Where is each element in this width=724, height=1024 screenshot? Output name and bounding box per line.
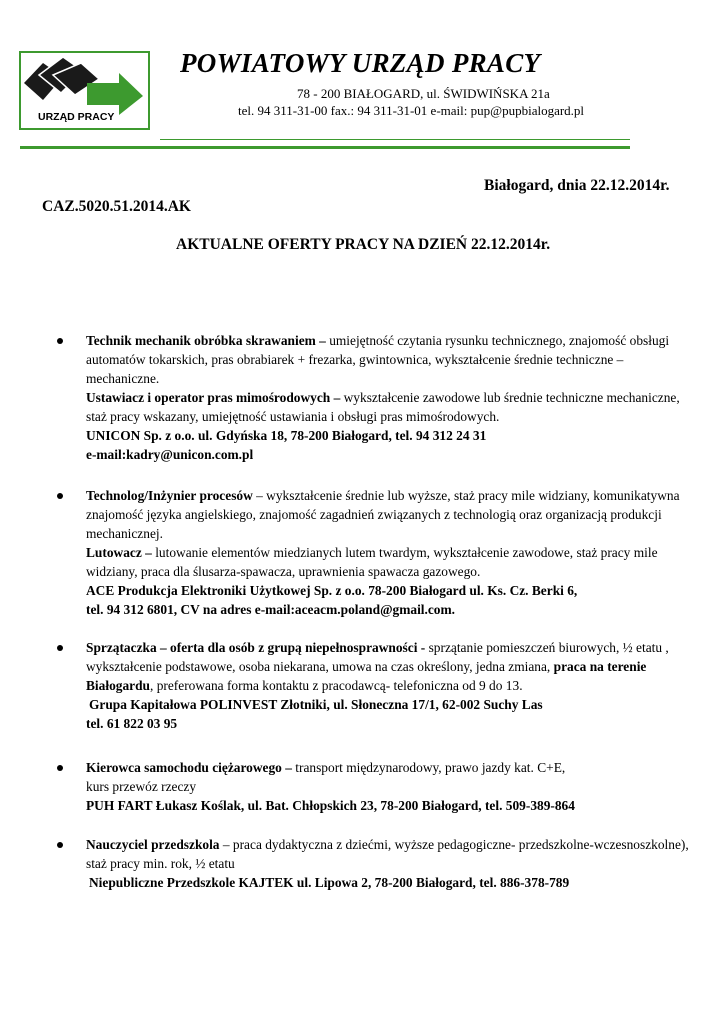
document-title: AKTUALNE OFERTY PRACY NA DZIEŃ 22.12.2014r. bbox=[176, 236, 551, 253]
header-rule-thin bbox=[160, 139, 630, 140]
header-rule-thick bbox=[20, 146, 630, 149]
date-line: Białogard, dnia 22.12.2014r. bbox=[484, 177, 670, 194]
offer-2-position-2 bbox=[86, 543, 691, 581]
position-title: Sprzątaczka – oferta dla osób z grupą niepełnosprawności - bbox=[86, 640, 426, 655]
position-requirements: transport międzynarodowy, prawo jazdy kat. C+E, bbox=[291, 760, 566, 775]
position-requirements: umiejętność czytania rysunku technicznego, znajomość obsługi automatów tokarskich, pras obrabiarek + frezarka, gwintownica, wykształcenie średnie techniczne – mechaniczne. bbox=[86, 333, 670, 386]
offer-1-employer: UNICON Sp. z o.o. ul. Gdyńska 18, 78-200 Białogard, tel. 94 312 24 31 bbox=[86, 428, 487, 443]
bullet-icon bbox=[57, 338, 63, 344]
bullet-icon bbox=[57, 645, 63, 651]
position-requirements: wykształcenie zawodowe lub średnie techniczne mechaniczne, staż pracy wskazany, umiejętność ustawiania i obsługi pras mimośrodowych. bbox=[86, 390, 680, 424]
position-title: Nauczyciel przedszkola bbox=[86, 837, 220, 852]
offer-3-employer-phone: tel. 61 822 03 95 bbox=[86, 716, 178, 731]
org-contact: tel. 94 311-31-00 fax.: 94 311-31-01 e-mail: pup@pupbialogard.pl bbox=[238, 103, 585, 118]
logo-graphic bbox=[21, 53, 148, 128]
position-requirements: lutowanie elementów miedzianych lutem twardym, wykształcenie zawodowe, staż pracy mile widziany, praca dla ślusarza-spawacza, uprawnienia spawacza gazowego. bbox=[86, 545, 658, 579]
reference-number: CAZ.5020.51.2014.AK bbox=[42, 198, 191, 215]
position-title: Ustawiacz i operator pras mimośrodowych – bbox=[86, 390, 341, 405]
position-requirements: – wykształcenie średnie lub wyższe, staż pracy mile widziany, komunikatywna znajomość języka angielskiego, znajomość zagadnień związanych z technologią oraz organizacją produkcji mechanicznej. bbox=[86, 488, 680, 541]
job-offer-2 bbox=[86, 486, 691, 619]
job-offer-3 bbox=[86, 638, 691, 733]
bullet-icon bbox=[57, 765, 63, 771]
job-offer-1 bbox=[86, 331, 691, 464]
offer-4-requirements-line-2: kurs przewóz rzeczy bbox=[86, 779, 197, 794]
logo bbox=[19, 51, 150, 130]
position-contact-note: , preferowana forma kontaktu z pracodawcą- telefoniczna od 9 do 13. bbox=[150, 678, 523, 693]
position-location: praca na terenie Białogardu bbox=[86, 659, 647, 693]
position-title: Technolog/Inżynier procesów bbox=[86, 488, 253, 503]
logo-text: URZĄD PRACY bbox=[38, 111, 115, 123]
offer-2-position-1 bbox=[86, 486, 691, 543]
bullet-icon bbox=[57, 842, 63, 848]
offer-1-employer-email: e-mail:kadry@unicon.com.pl bbox=[86, 447, 254, 462]
offer-4-position-1 bbox=[86, 758, 691, 777]
position-title: Kierowca samochodu ciężarowego – bbox=[86, 760, 292, 775]
position-requirements: sprzątanie pomieszczeń biurowych, ½ etatu , wykształcenie podstawowe, osoba niekarana, umowa na czas określony, jedna zmiana, bbox=[86, 640, 669, 674]
org-name: POWIATOWY URZĄD PRACY bbox=[180, 48, 541, 78]
offer-5-employer: Niepubliczne Przedszkole KAJTEK ul. Lipowa 2, 78-200 Białogard, tel. 886-378-789 bbox=[89, 875, 570, 890]
org-address: 78 - 200 BIAŁOGARD, ul. ŚWIDWIŃSKA 21a bbox=[297, 86, 550, 101]
offer-4-employer: PUH FART Łukasz Koślak, ul. Bat. Chłopskich 23, 78-200 Białogard, tel. 509-389-864 bbox=[86, 798, 575, 813]
offer-3-employer: Grupa Kapitałowa POLINVEST Złotniki, ul. Słoneczna 17/1, 62-002 Suchy Las bbox=[89, 697, 543, 712]
offer-3-position-1 bbox=[86, 638, 691, 695]
position-title: Lutowacz – bbox=[86, 545, 152, 560]
position-requirements: – praca dydaktyczna z dziećmi, wyższe pedagogiczne- przedszkolne-wczesnoszkolne), staż pracy min. rok, ½ etatu bbox=[86, 837, 689, 871]
position-title: Technik mechanik obróbka skrawaniem – bbox=[86, 333, 326, 348]
offer-2-employer-contact: tel. 94 312 6801, CV na adres e-mail:aceacm.poland@gmail.com. bbox=[86, 602, 456, 617]
offer-2-employer: ACE Produkcja Elektroniki Użytkowej Sp. z o.o. 78-200 Białogard ul. Ks. Cz. Berki 6, bbox=[86, 583, 578, 598]
job-offer-5 bbox=[86, 835, 691, 892]
offer-1-position-2 bbox=[86, 388, 691, 426]
job-offer-4 bbox=[86, 758, 691, 815]
bullet-icon bbox=[57, 493, 63, 499]
offer-1-position-1 bbox=[86, 331, 691, 388]
offer-5-position-1 bbox=[86, 835, 691, 873]
